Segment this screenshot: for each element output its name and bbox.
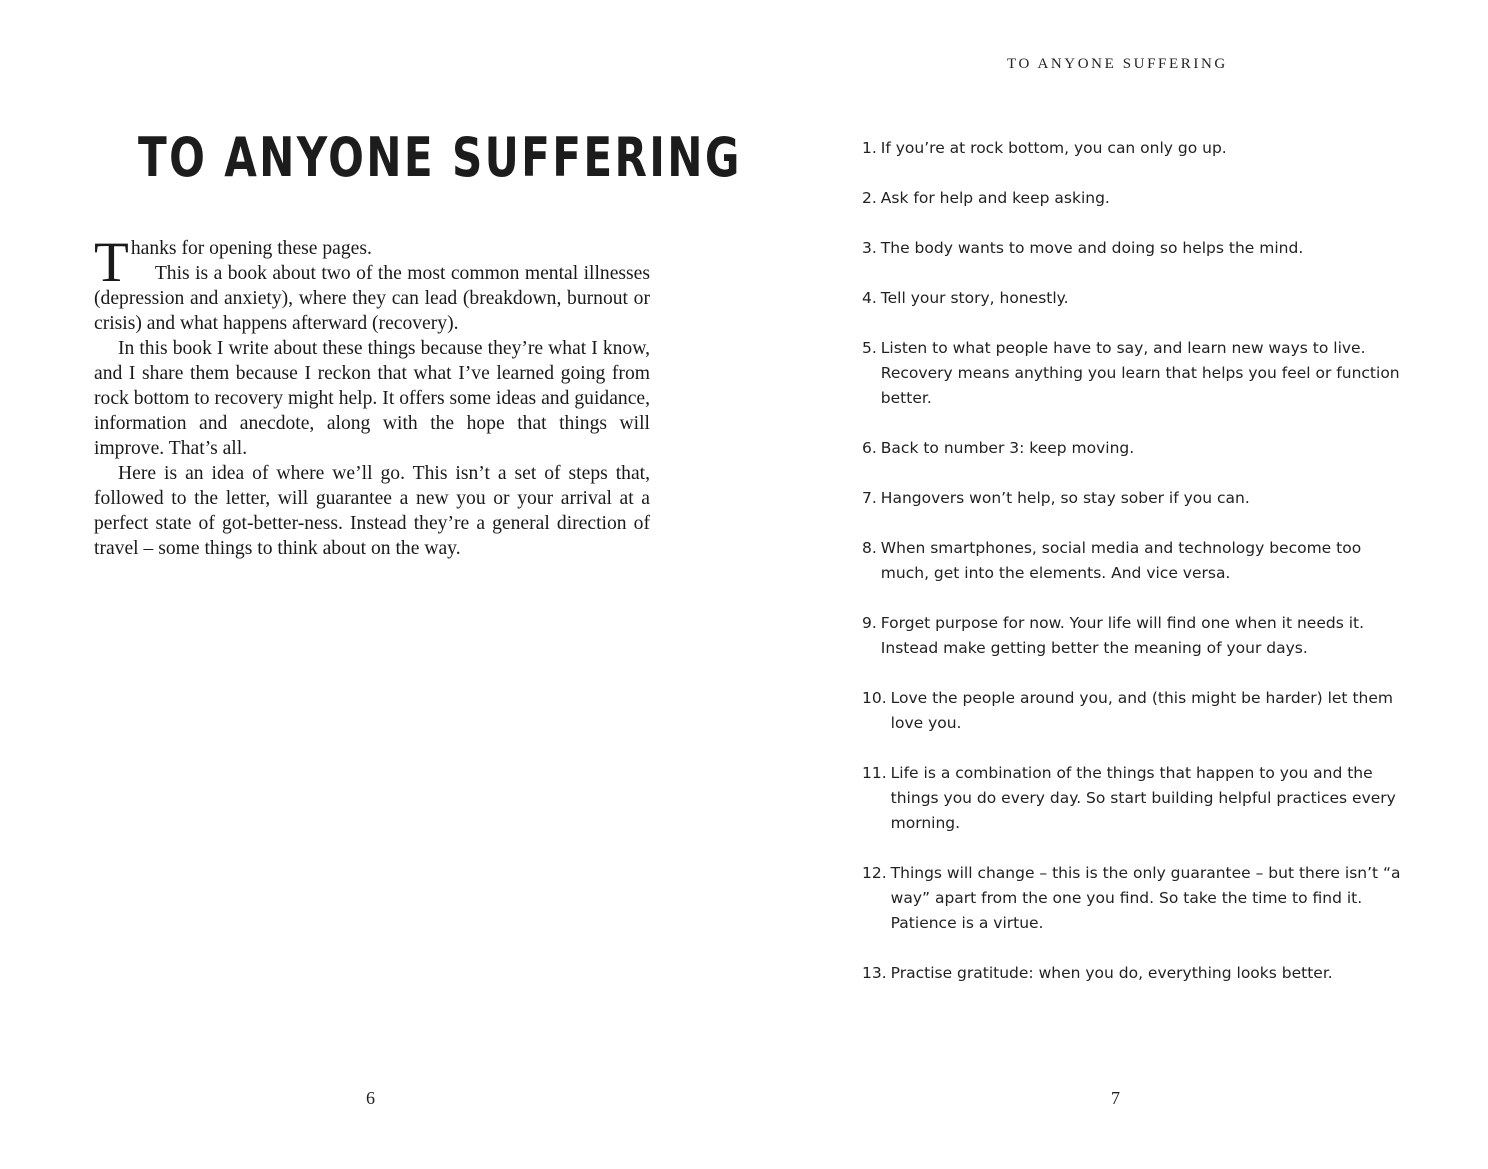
list-item bbox=[862, 136, 1402, 161]
list-item bbox=[862, 686, 1402, 736]
list-item-text: Ask for help and keep asking. bbox=[880, 189, 1110, 207]
list-item-text: Love the people around you, and (this might be harder) let them love you. bbox=[890, 689, 1393, 732]
list-item bbox=[862, 186, 1402, 211]
list-item-number: 10. bbox=[862, 689, 887, 707]
list-item-number: 9. bbox=[862, 614, 877, 632]
list-item bbox=[862, 536, 1402, 586]
right-page bbox=[744, 0, 1488, 1169]
list-item-number: 8. bbox=[862, 539, 877, 557]
list-item bbox=[862, 436, 1402, 461]
list-item-text: Listen to what people have to say, and learn new ways to live. Recovery means anything you learn that helps you feel or function better. bbox=[880, 339, 1400, 407]
list-item-text: If you’re at rock bottom, you can only go up. bbox=[880, 139, 1227, 157]
list-item-number: 5. bbox=[862, 339, 877, 357]
list-item-number: 6. bbox=[862, 439, 877, 457]
list-item-text: Tell your story, honestly. bbox=[880, 289, 1069, 307]
list-item-number: 2. bbox=[862, 189, 877, 207]
drop-cap: T bbox=[94, 231, 129, 294]
list-item bbox=[862, 336, 1402, 411]
list-item-number: 13. bbox=[862, 964, 887, 982]
list-item bbox=[862, 236, 1402, 261]
list-item-text: Life is a combination of the things that happen to you and the things you do every day. So start building helpful practices every morning. bbox=[890, 764, 1396, 832]
paragraph-3: In this book I write about these things because they’re what I know, and I share them because I reckon that what I’ve learned going from rock bottom to recovery might help. It offers some ideas and guidance, information and anecdote, along with the hope that things will improve. That’s all. bbox=[94, 338, 650, 459]
list-item bbox=[862, 611, 1402, 661]
numbered-list bbox=[862, 136, 1402, 1011]
list-item bbox=[862, 286, 1402, 311]
list-item bbox=[862, 486, 1402, 511]
list-item bbox=[862, 961, 1402, 986]
list-item-text: Things will change – this is the only guarantee – but there isn’t “a way” apart from the one you find. So take the time to find it. Patience is a virtue. bbox=[890, 864, 1401, 932]
list-item-number: 12. bbox=[862, 864, 887, 882]
paragraph-1-text: hanks for opening these pages. bbox=[130, 238, 372, 259]
list-item-number: 11. bbox=[862, 764, 887, 782]
list-item-number: 4. bbox=[862, 289, 877, 307]
list-item-text: Hangovers won’t help, so stay sober if you can. bbox=[880, 489, 1250, 507]
list-item-text: Forget purpose for now. Your life will find one when it needs it. Instead make getting better the meaning of your days. bbox=[880, 614, 1365, 657]
list-item-text: The body wants to move and doing so helps the mind. bbox=[880, 239, 1304, 257]
list-item-number: 7. bbox=[862, 489, 877, 507]
list-item bbox=[862, 861, 1402, 936]
list-item-number: 3. bbox=[862, 239, 877, 257]
list-item-text: When smartphones, social media and technology become too much, get into the elements. And vice versa. bbox=[880, 539, 1362, 582]
list-item-number: 1. bbox=[862, 139, 877, 157]
list-item bbox=[862, 761, 1402, 836]
paragraph-2: This is a book about two of the most common mental illnesses (depression and anxiety), where they can lead (breakdown, burnout or crisis) and what happens afterward (recovery). bbox=[94, 263, 650, 334]
list-item-text: Practise gratitude: when you do, everything looks better. bbox=[890, 964, 1333, 982]
page-number-right: 7 bbox=[1111, 1088, 1120, 1108]
running-header: TO ANYONE SUFFERING bbox=[1007, 56, 1228, 72]
chapter-title: TO ANYONE SUFFERING bbox=[138, 126, 742, 189]
list-item-text: Back to number 3: keep moving. bbox=[880, 439, 1135, 457]
body-text bbox=[94, 231, 650, 561]
paragraph-1 bbox=[94, 231, 650, 294]
page-number-left: 6 bbox=[366, 1088, 375, 1108]
paragraph-4: Here is an idea of where we’ll go. This isn’t a set of steps that, followed to the letter, will guarantee a new you or your arrival at a perfect state of got-better-ness. Instead they’re a general direction of travel – some things to think about on the way. bbox=[94, 463, 650, 559]
